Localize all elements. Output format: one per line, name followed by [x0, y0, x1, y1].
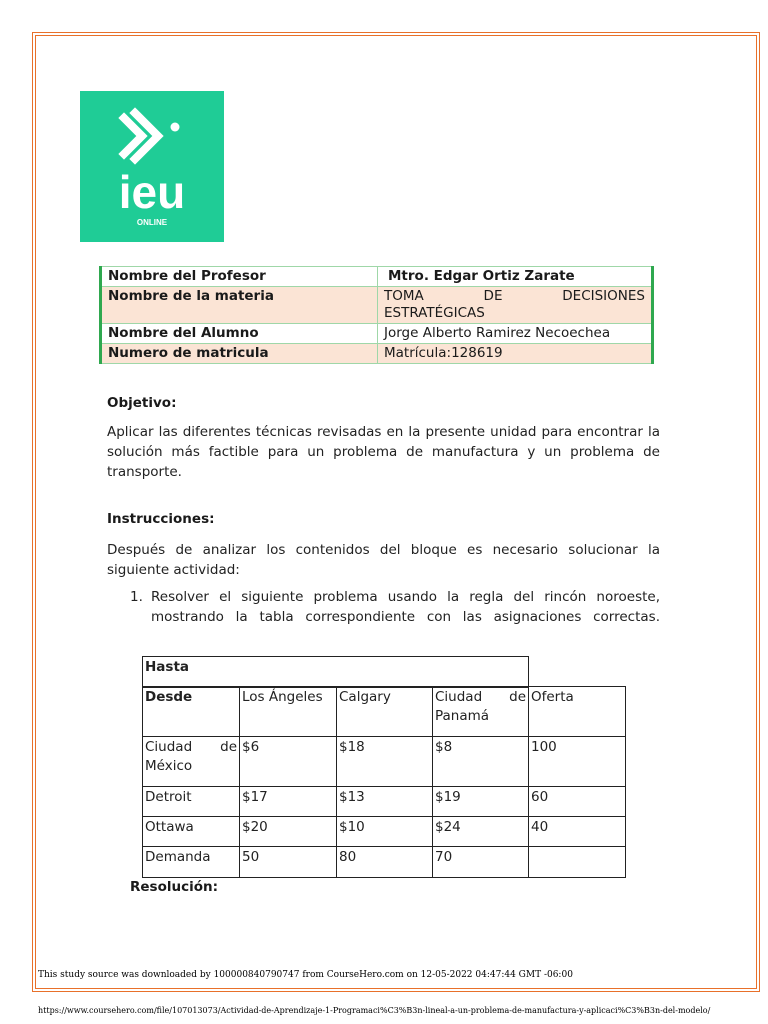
origin-cell: Detroit	[142, 786, 240, 817]
cost-cell: $20	[239, 816, 337, 847]
student-info-table	[99, 266, 654, 364]
cost-cell: $17	[239, 786, 337, 817]
oferta-cell: 60	[528, 786, 626, 817]
oferta-cell: 100	[528, 736, 626, 787]
list-item-number: 1.	[130, 589, 143, 605]
info-row-alumno	[101, 324, 653, 344]
demanda-label-cell: Demanda	[142, 846, 240, 878]
hasta-header: Hasta	[142, 656, 529, 688]
cost-cell: $13	[336, 786, 433, 817]
cost-cell: $19	[432, 786, 529, 817]
demand-cell: 50	[239, 846, 337, 878]
oferta-cell: 40	[528, 816, 626, 847]
cost-cell: $8	[432, 736, 529, 787]
cost-cell: $10	[336, 816, 433, 847]
list-item-text: Resolver el siguiente problema usando la regla del rincón noroeste, mostrando la tabla correspondiente con las asignaciones correctas.	[151, 589, 660, 625]
download-notice: This study source was downloaded by 100000840790747 from CourseHero.com on 12-05-2022 04:47:44 GMT -06:00	[38, 970, 573, 980]
source-url-link[interactable]: https://www.coursehero.com/file/107013073/Actividad-de-Aprendizaje-1-Programaci%C3%B3n-lineal-a-un-problema-de-manufactura-y-aplicaci%C3%B3n-del-modelo/	[38, 1006, 711, 1015]
info-value: Matrícula:128619	[378, 344, 653, 364]
origin-cell: Ottawa	[142, 816, 240, 847]
resolucion-heading: Resolución:	[130, 879, 219, 895]
info-value-line: TOMA DE DECISIONES	[384, 288, 645, 304]
oferta-header: Oferta	[528, 686, 626, 737]
logo-sub-text: ONLINE	[136, 218, 168, 227]
cost-cell: $24	[432, 816, 529, 847]
ieu-logo-icon	[80, 91, 224, 242]
destination-header: Calgary	[336, 686, 433, 737]
demand-cell: 80	[336, 846, 433, 878]
ieu-online-logo	[80, 91, 224, 242]
info-value-line: ESTRATÉGICAS	[384, 305, 485, 321]
destination-header: Ciudad de Panamá	[432, 686, 529, 737]
info-row-materia	[101, 287, 653, 324]
desde-header: Desde	[142, 686, 240, 737]
origin-cell: Ciudad de México	[142, 736, 240, 787]
info-label: Nombre del Alumno	[101, 324, 378, 344]
info-label: Nombre de la materia	[101, 287, 378, 324]
info-row-profesor	[101, 267, 653, 287]
info-label: Numero de matricula	[101, 344, 378, 364]
demand-total-cell	[528, 846, 626, 878]
info-value	[378, 287, 653, 324]
objetivo-text: Aplicar las diferentes técnicas revisadas en la presente unidad para encontrar la solución más factible para un problema de manufactura y un problema de transporte.	[107, 424, 660, 480]
info-value: Jorge Alberto Ramirez Necoechea	[378, 324, 653, 344]
info-value: Mtro. Edgar Ortiz Zarate	[378, 267, 653, 287]
instrucciones-heading: Instrucciones:	[107, 511, 215, 527]
objetivo-heading: Objetivo:	[107, 395, 177, 411]
info-label: Nombre del Profesor	[101, 267, 378, 287]
cost-cell: $18	[336, 736, 433, 787]
demand-cell: 70	[432, 846, 529, 878]
list-item	[130, 587, 660, 627]
info-row-matricula	[101, 344, 653, 364]
destination-header: Los Ángeles	[239, 686, 337, 737]
cost-cell: $6	[239, 736, 337, 787]
logo-brand-text: ieu	[118, 166, 186, 218]
instrucciones-text: Después de analizar los contenidos del bloque es necesario solucionar la siguiente actividad:	[107, 542, 660, 578]
